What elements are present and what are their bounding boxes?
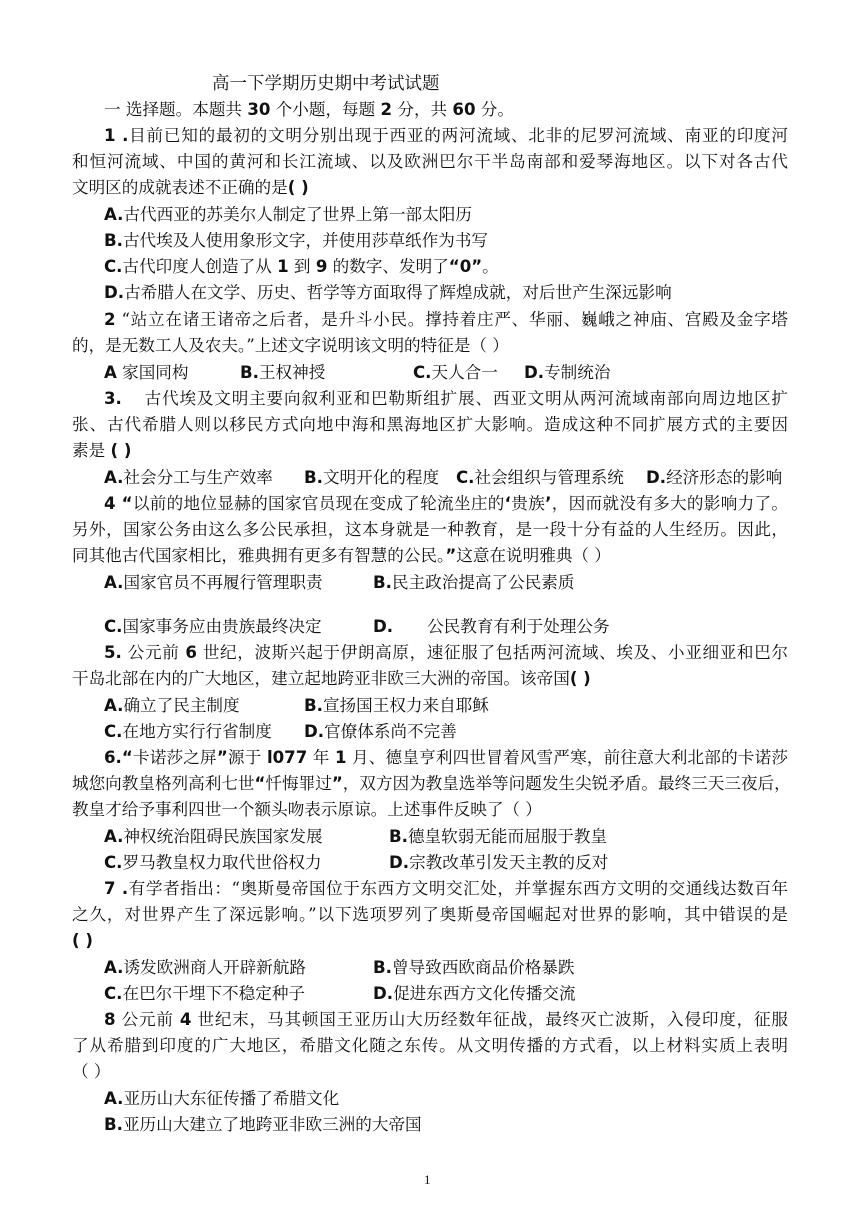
option-label: A. bbox=[104, 1089, 124, 1108]
option-label: C. bbox=[104, 617, 123, 636]
option-text: 德皇软弱无能而屈服于教皇 bbox=[407, 827, 608, 846]
option-label: D. bbox=[389, 853, 410, 872]
option-text: 家国同构 bbox=[116, 363, 189, 382]
question-7-option-a bbox=[104, 955, 306, 981]
question-3-option-a bbox=[104, 465, 273, 491]
quote-mark: ” bbox=[445, 546, 457, 565]
question-7-stem-line-2: 之久，对世界产生了深远影响。”以下选项罗列了奥斯曼帝国崛起对世界的影响，其中错误的是 bbox=[72, 905, 788, 924]
option-text: 文明开化的程度 bbox=[322, 468, 440, 487]
option-text: 王权神授 bbox=[258, 363, 326, 382]
question-2-stem bbox=[104, 307, 788, 333]
answer-blank: ( ) bbox=[287, 178, 309, 197]
question-number: 8 bbox=[104, 1010, 116, 1029]
question-text: 城您向教皇格列高利七世 bbox=[72, 774, 255, 793]
option-label: C. bbox=[413, 363, 432, 382]
option-text: 古代印度人创造了从 bbox=[122, 257, 278, 276]
option-label: A. bbox=[104, 573, 124, 592]
option-label: A. bbox=[104, 696, 124, 715]
points-per-question: 2 bbox=[380, 100, 393, 119]
question-6-option-a bbox=[104, 824, 323, 850]
question-number: 6. bbox=[104, 748, 122, 767]
option-text: 宣扬国王权力来自耶稣 bbox=[322, 696, 489, 715]
option-text: 。 bbox=[482, 257, 499, 276]
question-1-option-c bbox=[104, 254, 499, 280]
quote-mark: “ bbox=[121, 748, 133, 767]
question-1-stem-line-2: 和恒河流域、中国的黄河和长江流域、以及欧洲巴尔干半岛南部和爱琴海地区。以下对各古代 bbox=[72, 152, 788, 171]
question-1-stem-line-3 bbox=[72, 175, 788, 201]
option-label: B. bbox=[240, 363, 259, 382]
question-text: 公元前 bbox=[115, 1010, 180, 1029]
question-3-option-b bbox=[304, 465, 439, 491]
option-text: 民主政治提高了公民素质 bbox=[391, 573, 575, 592]
page-title: 高一下学期历史期中考试试题 bbox=[212, 74, 440, 94]
option-number: 1 bbox=[277, 257, 289, 276]
question-5-option-d bbox=[304, 719, 457, 745]
answer-blank: ( ) bbox=[569, 669, 591, 688]
option-text: 专制统治 bbox=[544, 363, 611, 382]
option-label: A. bbox=[104, 958, 124, 977]
question-text: 年 bbox=[307, 748, 335, 767]
option-label: B. bbox=[104, 1115, 123, 1134]
question-4-stem-line-2: 另外，国家公务由这么多公民承担，这本身就是一种教育，是一段十分有益的人生经历。因此， bbox=[72, 520, 788, 539]
quote-mark: ’ bbox=[545, 494, 552, 513]
question-4-option-b bbox=[373, 570, 574, 596]
question-3-stem-line-2: 张、古代希腊人则以移民方式向地中海和黑海地区扩大影响。造成这种不同扩展方式的主要因 bbox=[72, 415, 788, 434]
option-text: 促进东西方文化传播交流 bbox=[393, 984, 576, 1003]
question-text: 忏悔罪过 bbox=[265, 774, 332, 793]
question-5-stem bbox=[104, 640, 788, 666]
question-text: 这意在说明雅典（ ） bbox=[456, 546, 611, 565]
option-text: 公民教育有利于处理公务 bbox=[427, 617, 610, 636]
question-number: 4 “ bbox=[104, 494, 133, 513]
question-6-stem bbox=[104, 745, 788, 771]
option-text: 亚历山大建立了地跨亚非欧三洲的大帝国 bbox=[122, 1115, 422, 1134]
section-text: 个小题，每题 bbox=[270, 100, 381, 119]
question-6-option-b bbox=[389, 824, 607, 850]
question-text: 素是 bbox=[72, 441, 111, 460]
answer-blank: ( ) bbox=[110, 441, 132, 460]
option-text: 在地方实行行省制度 bbox=[122, 722, 272, 741]
question-number: 3. bbox=[104, 389, 122, 408]
question-text: 干岛北部在内的广大地区，建立起地跨亚非欧三大洲的帝国。该帝国 bbox=[72, 669, 570, 688]
question-text: 文明区的成就表述不正确的是 bbox=[72, 178, 288, 197]
quote-mark: ‘ bbox=[504, 494, 511, 513]
option-label: B. bbox=[373, 958, 392, 977]
option-text: 亚历山大东征传播了希腊文化 bbox=[123, 1089, 340, 1108]
question-3-option-d bbox=[646, 465, 782, 491]
quote-mark: ” bbox=[216, 748, 228, 767]
option-text: 国家官员不再履行管理职责 bbox=[123, 573, 323, 592]
option-label: B. bbox=[373, 573, 392, 592]
option-label: B. bbox=[104, 231, 123, 250]
question-2-stem-line-2: 的，是无数工人及农夫。”上述文字说明该文明的特征是（ ） bbox=[72, 336, 509, 355]
question-3-option-c bbox=[456, 465, 624, 491]
option-text: 古代西亚的苏美尔人制定了世界上第一部太阳历 bbox=[123, 205, 472, 224]
question-7-option-c bbox=[104, 981, 305, 1007]
option-label: A bbox=[104, 363, 117, 382]
question-4-stem bbox=[104, 491, 788, 517]
question-text: 古代埃及文明主要向叙利亚和巴勒斯组扩展、西亚文明从两河流域南部向周边地区扩 bbox=[143, 389, 788, 408]
question-text: 目前已知的最初的文明分别出现于西亚的两河流域、北非的尼罗河流域、南亚的印度河 bbox=[128, 126, 788, 145]
question-5-option-b bbox=[304, 693, 489, 719]
option-text: 古代埃及人使用象形文字，并使用莎草纸作为书写 bbox=[122, 231, 489, 250]
question-5-option-c bbox=[104, 719, 272, 745]
question-5-option-a bbox=[104, 693, 240, 719]
quote-mark: ” bbox=[331, 774, 343, 793]
question-8-stem-line-2: 了从希腊到印度的广大地区，希腊文化随之东传。从文明传播的方式看，以上材料实质上表明 bbox=[72, 1036, 788, 1055]
section-heading bbox=[104, 97, 514, 123]
century-number: 4 bbox=[179, 1010, 192, 1029]
question-1-stem bbox=[104, 123, 788, 149]
option-text: 宗教改革引发天主教的反对 bbox=[409, 853, 609, 872]
option-label: A. bbox=[104, 827, 124, 846]
question-text: 月、德皇亨利四世冒着风雪严寒，前往意大利北部的卡诺莎 bbox=[346, 748, 789, 767]
question-7-option-b bbox=[373, 955, 574, 981]
option-text: 官僚体系尚不完善 bbox=[324, 722, 457, 741]
question-8-stem-line-3: （ ） bbox=[72, 1062, 111, 1081]
option-label: B. bbox=[389, 827, 408, 846]
question-4-option-c bbox=[104, 614, 322, 640]
question-7-stem-line-3 bbox=[72, 928, 788, 954]
option-label: C. bbox=[104, 984, 123, 1003]
option-label: B. bbox=[304, 696, 323, 715]
question-2-option-c bbox=[413, 360, 498, 386]
option-label: A. bbox=[104, 205, 124, 224]
question-text: “站立在诸王诸帝之后者，是升斗小民。撑持着庄严、华丽、巍峨之神庙、宫殿及金字塔 bbox=[115, 310, 788, 329]
option-label: D. bbox=[646, 468, 667, 487]
question-text: 卡诺莎之屏 bbox=[132, 748, 217, 767]
option-text: 诱发欧洲商人开辟新航路 bbox=[123, 958, 306, 977]
option-label: D. bbox=[524, 363, 545, 382]
question-3-stem-line-3 bbox=[72, 438, 788, 464]
option-label: D. bbox=[373, 984, 394, 1003]
question-1-option-d bbox=[104, 280, 672, 306]
section-text: 一 选择题。本题共 bbox=[104, 100, 248, 119]
century-number: 6 bbox=[185, 643, 197, 662]
option-text: 罗马教皇权力取代世俗权力 bbox=[122, 853, 322, 872]
question-4-option-d bbox=[373, 614, 610, 640]
question-number: 2 bbox=[104, 310, 116, 329]
option-text: 确立了民主制度 bbox=[123, 696, 240, 715]
question-8-option-b bbox=[104, 1112, 422, 1138]
option-label: A. bbox=[104, 468, 124, 487]
option-label: C. bbox=[104, 853, 123, 872]
question-count: 30 bbox=[247, 100, 271, 119]
section-text: 分。 bbox=[475, 100, 514, 119]
option-text: 经济形态的影响 bbox=[666, 468, 783, 487]
option-label: C. bbox=[456, 468, 475, 487]
option-text: 曾导致西欧商品价格暴跌 bbox=[391, 958, 575, 977]
option-label: D. bbox=[304, 722, 325, 741]
question-8-option-a bbox=[104, 1086, 339, 1112]
option-label: C. bbox=[104, 722, 123, 741]
question-number: 7 . bbox=[104, 879, 129, 898]
question-text: 同其他古代国家相比，雅典拥有更多有智慧的公民。 bbox=[72, 546, 446, 565]
question-text: 有学者指出：“奥斯曼帝国位于东西方文明交汇处，并掌握东西方文明的交通线达数百年 bbox=[128, 879, 788, 898]
question-2-option-b bbox=[240, 360, 325, 386]
question-6-stem-line-3: 教皇才给予事利四世一个额头吻表示原谅。上述事件反映了（ ） bbox=[72, 800, 542, 819]
question-1-option-b bbox=[104, 228, 488, 254]
option-text: 天人合一 bbox=[431, 363, 498, 382]
question-text: ，因而就没有多大的影响力了。 bbox=[551, 494, 789, 513]
question-6-stem-line-2 bbox=[72, 771, 791, 797]
question-text: 公元前 bbox=[121, 643, 186, 662]
question-4-option-a bbox=[104, 570, 323, 596]
answer-blank: ( ) bbox=[72, 931, 93, 950]
option-label: C. bbox=[104, 257, 123, 276]
question-2-option-a bbox=[104, 360, 189, 386]
option-text: 社会分工与生产效率 bbox=[123, 468, 273, 487]
option-text: 古希腊人在文学、历史、哲学等方面取得了辉煌成就，对后世产生深远影响 bbox=[124, 283, 672, 302]
section-text: 分，共 bbox=[392, 100, 453, 119]
question-7-stem bbox=[104, 876, 788, 902]
page-number: 1 bbox=[424, 1172, 431, 1187]
option-text: 的数字、发明了 bbox=[327, 257, 449, 276]
option-label: D. bbox=[373, 617, 394, 636]
option-text: 到 bbox=[288, 257, 316, 276]
option-number: “0” bbox=[448, 257, 483, 276]
option-text: 神权统治阻碍民族国家发展 bbox=[123, 827, 323, 846]
question-2-option-d bbox=[524, 360, 610, 386]
question-number: 1 . bbox=[104, 126, 129, 145]
option-label: D. bbox=[104, 283, 125, 302]
option-text: 社会组织与管理系统 bbox=[474, 468, 624, 487]
question-7-option-d bbox=[373, 981, 576, 1007]
year-number: l077 bbox=[266, 748, 308, 767]
option-number: 9 bbox=[315, 257, 328, 276]
question-text: 世纪，波斯兴起于伊朗高原，速征服了包括两河流域、埃及、小亚细亚和巴尔 bbox=[196, 643, 788, 662]
question-text: 以前的地位显赫的国家官员现在变成了轮流坐庄的 bbox=[132, 494, 505, 513]
question-text: 世纪末，马其顿国王亚历山大历经数年征战，最终灭亡波斯，入侵印度，征服 bbox=[191, 1010, 788, 1029]
question-5-stem-line-2 bbox=[72, 666, 788, 692]
question-4-stem-line-3 bbox=[72, 543, 788, 569]
quote-mark: “ bbox=[254, 774, 266, 793]
question-3-stem bbox=[104, 386, 788, 412]
question-text: 贵族 bbox=[510, 494, 546, 513]
question-6-option-c bbox=[104, 850, 322, 876]
option-text: 国家事务应由贵族最终决定 bbox=[122, 617, 322, 636]
question-text: ，双方因为教皇选举等问题发生尖锐矛盾。最终三天三夜后， bbox=[342, 774, 791, 793]
question-1-option-a bbox=[104, 202, 472, 228]
option-text: 在巴尔干埋下不稳定种子 bbox=[122, 984, 306, 1003]
question-number: 5. bbox=[104, 643, 122, 662]
question-text: 源于 bbox=[227, 748, 267, 767]
month-number: 1 bbox=[334, 748, 347, 767]
question-8-stem bbox=[104, 1007, 788, 1033]
question-6-option-d bbox=[389, 850, 608, 876]
total-points: 60 bbox=[452, 100, 476, 119]
option-label: B. bbox=[304, 468, 323, 487]
